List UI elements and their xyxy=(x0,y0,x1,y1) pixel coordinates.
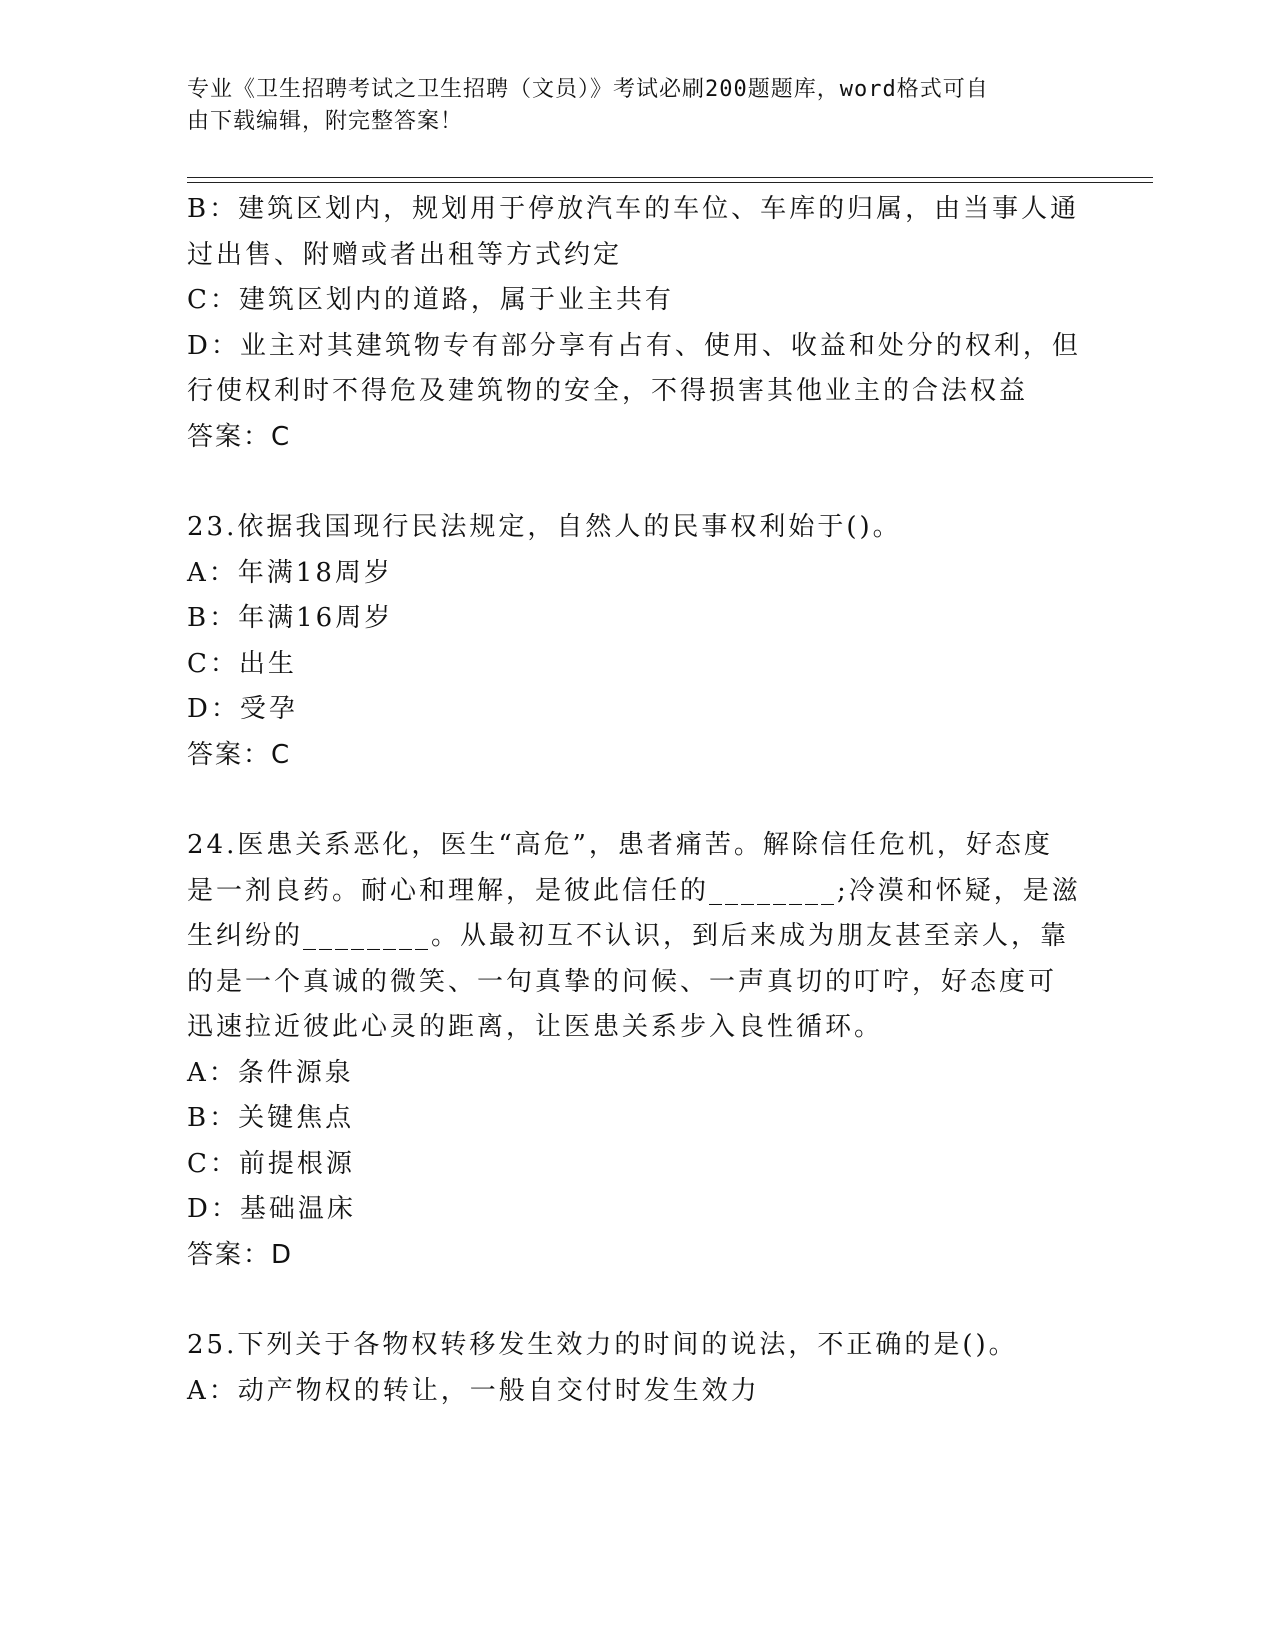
option-d-line-1: D：业主对其建筑物专有部分享有占有、使用、收益和处分的权利，但 xyxy=(187,330,1081,361)
answer: 答案：C xyxy=(187,739,292,770)
header-rule-top xyxy=(187,177,1153,178)
option-c: C：出生 xyxy=(187,648,297,679)
spacer xyxy=(187,778,1087,823)
question-list xyxy=(187,187,1087,1414)
spacer xyxy=(187,1278,1087,1323)
option-b: B：年满16周岁 xyxy=(187,603,394,633)
header-line-2: 由下载编辑，附完整答案！ xyxy=(187,109,464,134)
option-a: A：条件源泉 xyxy=(187,1057,354,1088)
document-header xyxy=(187,74,1067,138)
question-stem: 23.依据我国现行民法规定，自然人的民事权利始于()。 xyxy=(187,512,902,542)
question-24 xyxy=(187,823,1087,1278)
option-d-line-2: 行使权利时不得危及建筑物的安全，不得损害其他业主的合法权益 xyxy=(187,376,1029,406)
option-a: A：动产物权的转让，一般自交付时发生效力 xyxy=(187,1375,760,1406)
question-stem-line-2: 是一剂良药。耐心和理解，是彼此信任的________;冷漠和怀疑，是滋 xyxy=(187,875,1081,906)
question-stem-line-4: 的是一个真诚的微笑、一句真挚的问候、一声真切的叮咛，好态度可 xyxy=(187,966,1058,997)
option-b-line-2: 过出售、附赠或者出租等方式约定 xyxy=(187,239,623,270)
header-rule-bottom xyxy=(187,182,1153,183)
question-22 xyxy=(187,187,1087,460)
option-a: A：年满18周岁 xyxy=(187,557,393,588)
question-23 xyxy=(187,505,1087,778)
option-b-line-1: B：建筑区划内，规划用于停放汽车的车位、车库的归属，由当事人通 xyxy=(187,194,1080,224)
header-line-1: 专业《卫生招聘考试之卫生招聘（文员）》考试必刷200题题库，word格式可自 xyxy=(187,77,989,102)
question-stem-line-3: 生纠纷的________。从最初互不认识，到后来成为朋友甚至亲人，靠 xyxy=(187,921,1070,951)
option-b: B：关键焦点 xyxy=(187,1103,355,1133)
question-stem: 25.下列关于各物权转移发生效力的时间的说法，不正确的是()。 xyxy=(187,1330,1018,1360)
answer: 答案：D xyxy=(187,1239,294,1270)
question-25 xyxy=(187,1323,1087,1414)
option-d: D：基础温床 xyxy=(187,1194,356,1224)
question-stem-line-5: 迅速拉近彼此心灵的距离，让医患关系步入良性循环。 xyxy=(187,1012,884,1042)
option-c: C：前提根源 xyxy=(187,1148,355,1179)
option-c: C：建筑区划内的道路，属于业主共有 xyxy=(187,285,674,315)
spacer xyxy=(187,460,1087,505)
question-stem-line-1: 24.医患关系恶化，医生“高危”，患者痛苦。解除信任危机，好态度 xyxy=(187,830,1053,860)
answer: 答案：C xyxy=(187,421,292,452)
option-d: D：受孕 xyxy=(187,694,298,724)
